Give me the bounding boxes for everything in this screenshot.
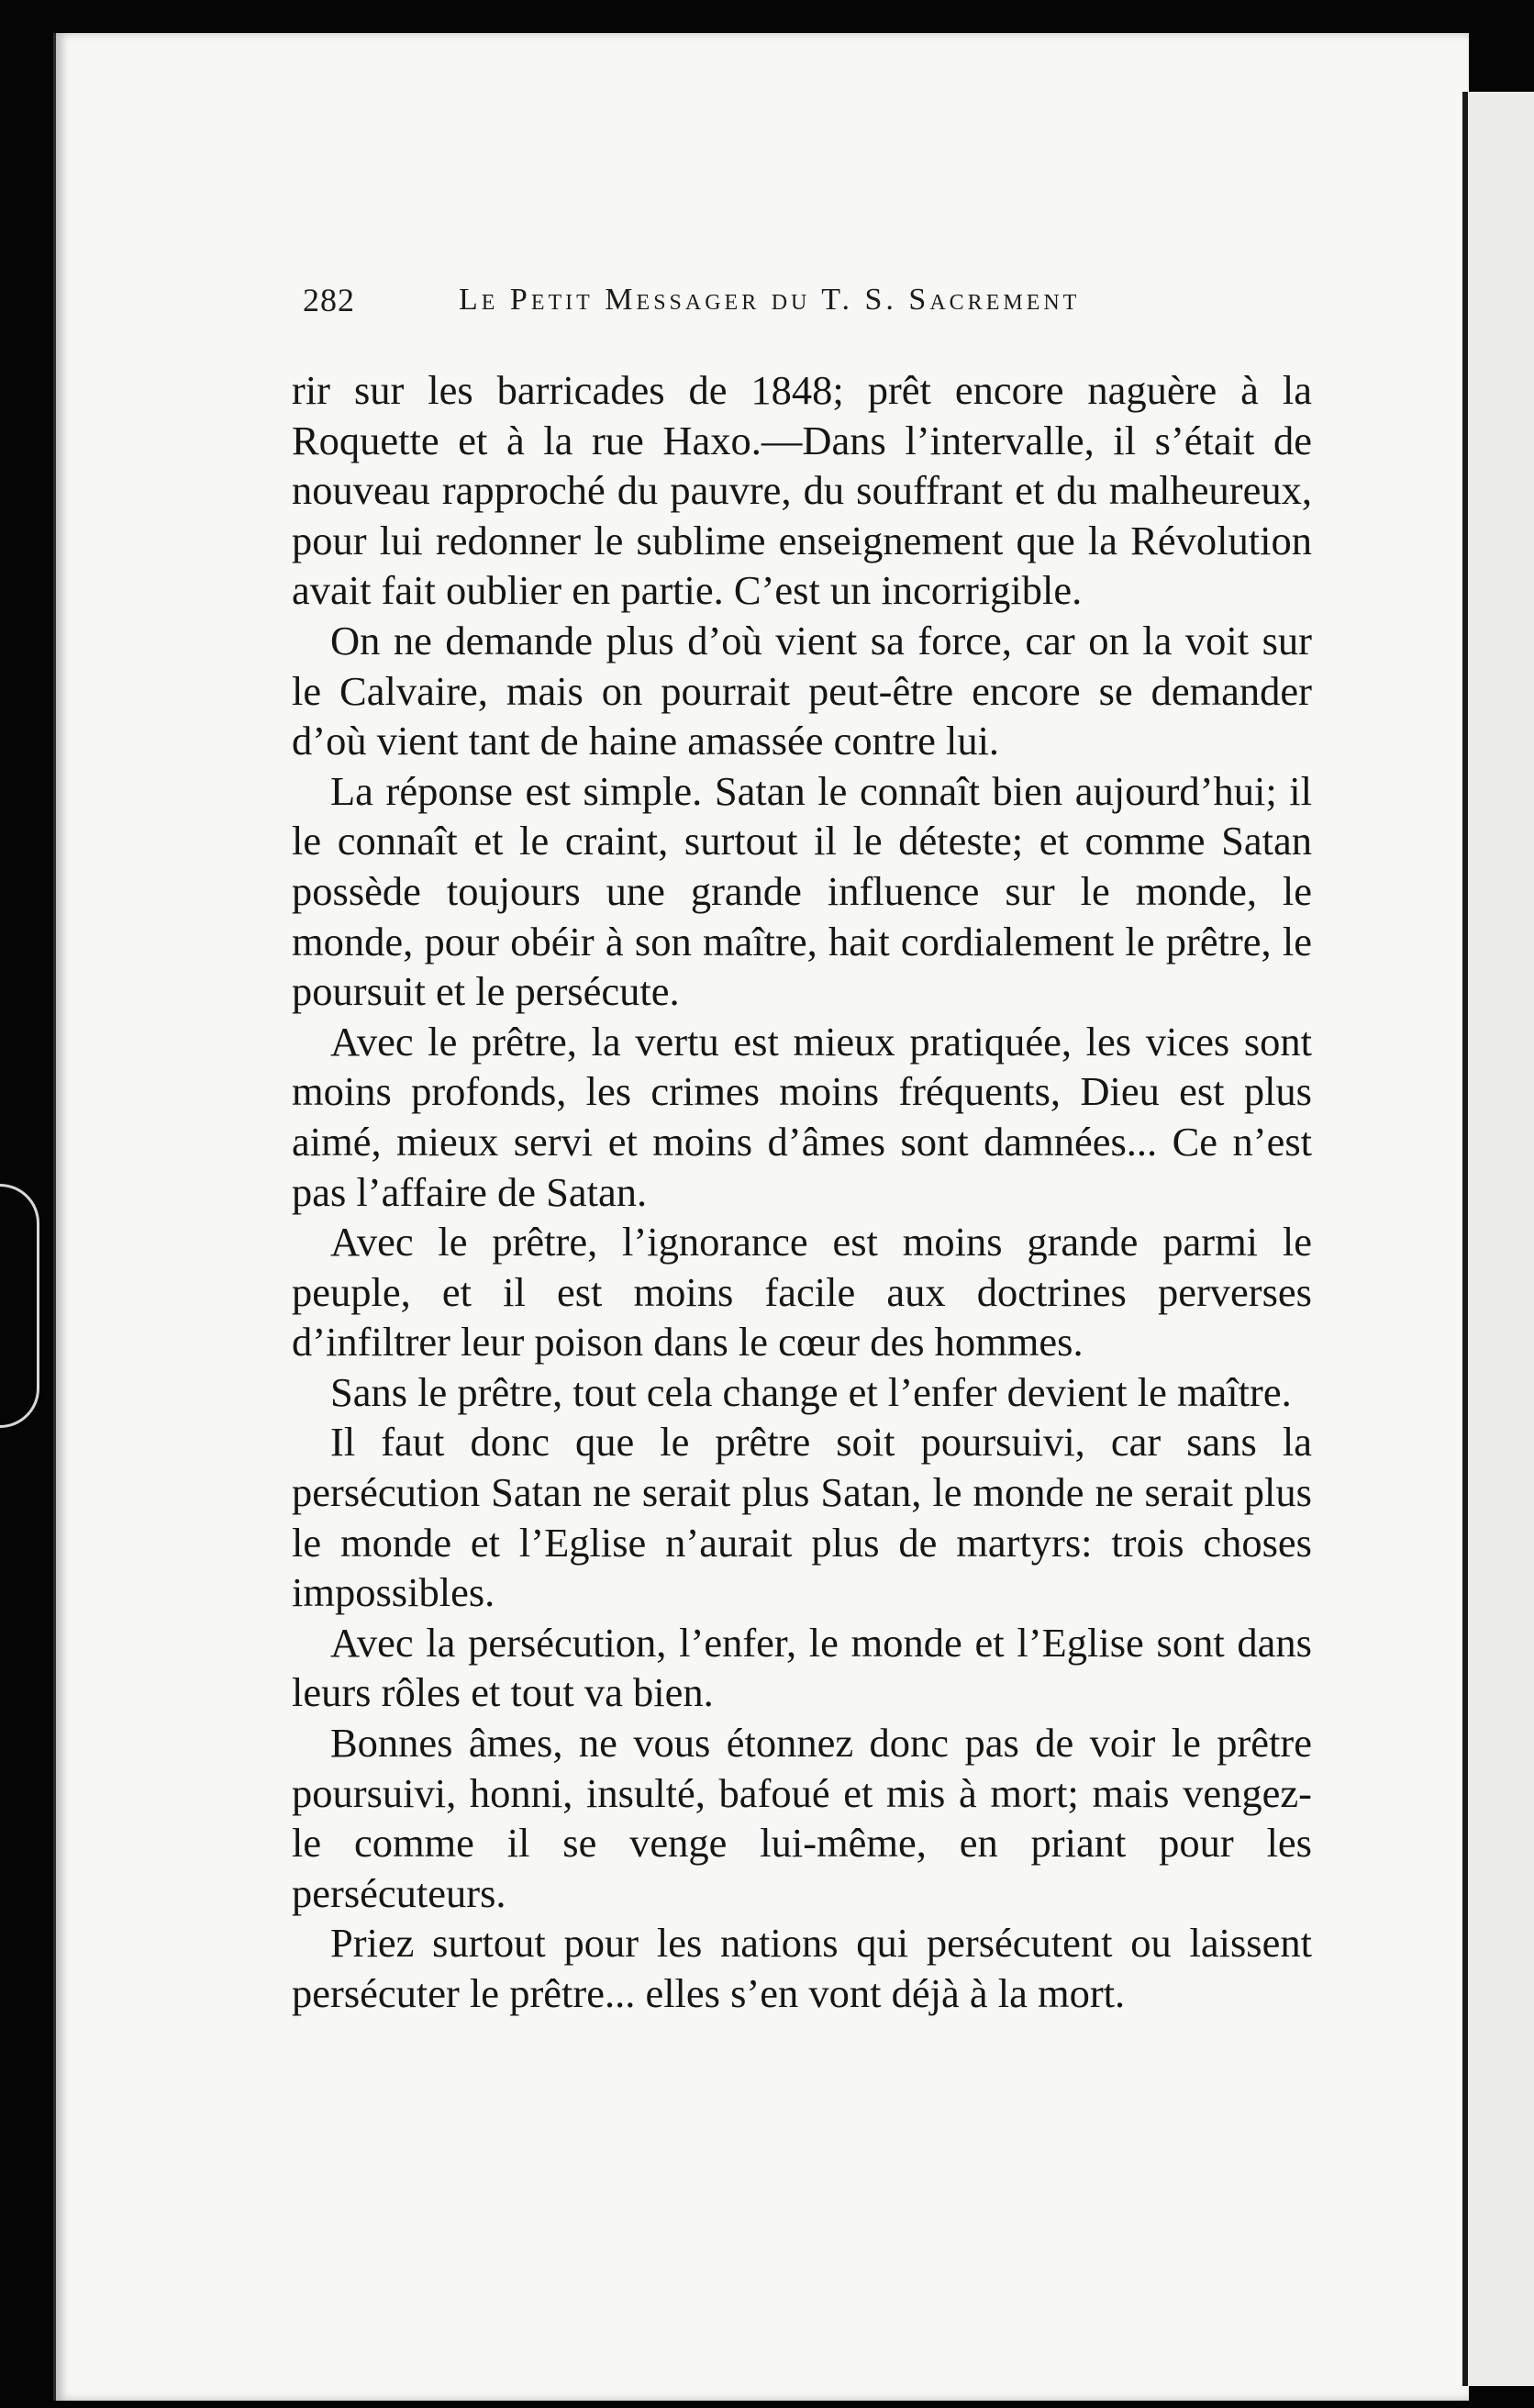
body-text — [292, 365, 1312, 2019]
paragraph: La réponse est simple. Satan le connaît bien aujourd’hui; il le connaît et le craint, surtout il le déteste; et comme Satan possède toujours une grande influence sur le monde, le monde, pour obéir à son maître, hait cordialement le prêtre, le poursuit et le persécute. — [292, 767, 1312, 1015]
running-head — [303, 281, 1220, 336]
paragraph: Sans le prêtre, tout cela change et l’enfer devient le maître. — [330, 1368, 1292, 1415]
binding-clip — [0, 1184, 39, 1428]
adjacent-page-edge — [1462, 92, 1534, 2386]
paragraph: Avec la persécution, l’enfer, le monde et l’Eglise sont dans leurs rôles et tout va bien. — [292, 1619, 1312, 1716]
paragraph: Il faut donc que le prêtre soit poursuivi, car sans la persécution Satan ne serait plus Satan, le monde ne serait plus le monde et l’Eglise n’aurait plus de martyrs: trois choses impossibles. — [292, 1419, 1312, 1616]
paragraph: Avec le prêtre, l’ignorance est moins grande parmi le peuple, et il est moins facile aux doctrines perverses d’infiltrer leur poison dans le cœur des hommes. — [292, 1219, 1312, 1366]
paragraph: Avec le prêtre, la vertu est mieux pratiquée, les vices sont moins profonds, les crimes moins fréquents, Dieu est plus aimé, mieux servi et moins d’âmes sont damnées... Ce n’est pas l’affaire de Satan. — [292, 1018, 1312, 1215]
paragraph: Priez surtout pour les nations qui persécutent ou laissent persécuter le prêtre... elles s’en vont déjà à la mort. — [292, 1920, 1312, 2016]
running-head-title: Le Petit Messager du T. S. Sacrement — [459, 283, 1081, 317]
page-number: 282 — [303, 282, 355, 318]
paragraph: On ne demande plus d’où vient sa force, car on la voit sur le Calvaire, mais on pourrait peut-être encore se demander d’où vient tant de haine amassée contre lui. — [292, 617, 1312, 764]
paragraph: rir sur les barricades de 1848; prêt encore naguère à la Roquette et à la rue Haxo.—Dans l’intervalle, il s’était de nouveau rapproché du pauvre, du souffrant et du malheureux, pour lui redonner le sublime enseignement que la Révolution avait fait oublier en partie. C’est un incorrigible. — [292, 367, 1312, 614]
paragraph: Bonnes âmes, ne vous étonnez donc pas de voir le prêtre poursuivi, honni, insulté, bafoué et mis à mort; mais vengez-le comme il se venge lui-même, en priant pour les persécuteurs. — [292, 1720, 1312, 1916]
